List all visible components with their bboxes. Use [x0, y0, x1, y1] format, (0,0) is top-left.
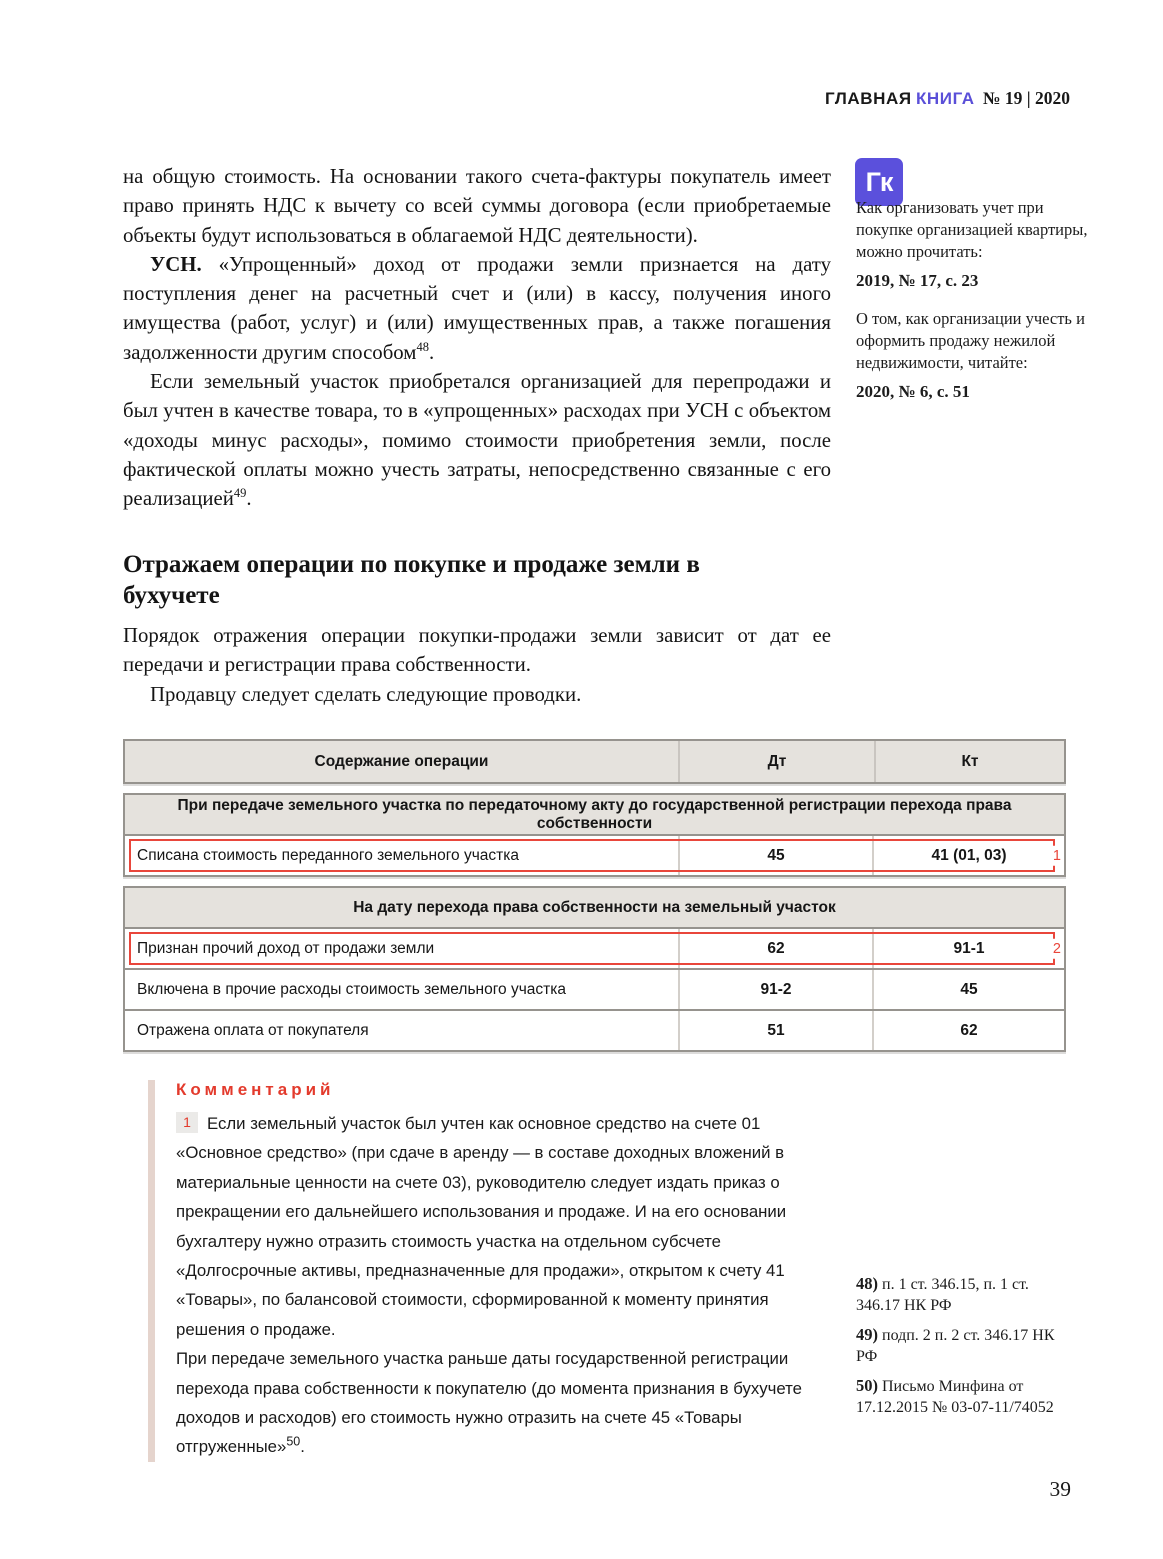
intro-paragraphs [123, 621, 831, 709]
table-column-header-content: Содержание операции [125, 741, 678, 782]
commentary-paragraph-2 [176, 1344, 816, 1462]
table-row [125, 929, 1064, 968]
cross-reference [856, 197, 1088, 291]
article-body [123, 162, 831, 514]
paragraph-text: на общую стоимость. На основании такого счета-фактуры покупатель имеет право принять НДС к вычету со всей суммы договора (если приобретаемые объекты будут использоваться в облагаемой НДС деятельности). [123, 165, 831, 247]
footnote-ref-48: 48 [416, 339, 429, 354]
row-debit: 91-2 [678, 970, 872, 1009]
row-debit: 62 [678, 929, 872, 968]
sidebar-cross-references [856, 197, 1088, 402]
commentary-marker-badge: 1 [176, 1112, 198, 1133]
article-paragraph: Продавцу следует сделать следующие проводки. [150, 682, 582, 706]
article-paragraph [123, 250, 831, 367]
section-heading: Отражаем операции по покупке и продаже земли в бухучете [123, 551, 700, 609]
cross-reference-text: О том, как организации учесть и оформить продажу нежилой недвижимости, читайте: [856, 309, 1085, 372]
gk-logo-text: Гк [865, 166, 893, 197]
footnote-text: Письмо Минфина от 17.12.2015 № 03-07-11/74052 [856, 1378, 1054, 1416]
table-header-row [125, 741, 1064, 782]
row-credit: 41 (01, 03) [872, 836, 1064, 875]
table-row [125, 968, 1064, 1009]
comment-marker-number: 1 [1052, 845, 1062, 866]
footnote-text: п. 1 ст. 346.15, п. 1 ст. 346.17 НК РФ [856, 1276, 1029, 1314]
row-credit: 91-1 [872, 929, 1064, 968]
magazine-masthead [825, 88, 1070, 109]
footnote-number: 48) [856, 1274, 878, 1293]
postings-table-column-headers [123, 739, 1066, 784]
commentary-paragraph-1 [176, 1109, 816, 1344]
cross-reference [856, 308, 1088, 402]
cross-reference-issue: 2020, № 6, с. 51 [856, 382, 970, 401]
footnote-number: 49) [856, 1325, 878, 1344]
table-row [125, 1009, 1064, 1050]
row-credit: 45 [872, 970, 1064, 1009]
masthead-title-black: ГЛАВНАЯ [825, 89, 912, 108]
masthead-title-accent: КНИГА [915, 89, 975, 108]
table-section-header: При передаче земельного участка по передаточному акту до государственной регистрации перехода права собственности [125, 795, 1064, 836]
commentary-text: При передаче земельного участка раньше даты государственной регистрации перехода права собственности к покупателю (до момента признания в бухучете доходов и расходов) его стоимость нужно отразить на счете 45 «Товары отгруженные» [176, 1349, 803, 1457]
row-debit: 51 [678, 1011, 872, 1050]
cross-reference-issue: 2019, № 17, с. 23 [856, 271, 979, 290]
paragraph-text: Если земельный участок приобретался организацией для перепродажи и был учтен в качестве товара, то в «упрощенных» расходах при УСН с объектом «доходы минус расходы», помимо стоимости приобретения земли, после фактической оплаты можно учесть затраты, непосредственно связанные с его реализацией [123, 370, 831, 511]
row-label: Признан прочий доход от продажи земли [137, 939, 435, 957]
paragraph-tail: . [300, 1437, 305, 1457]
paragraph-tail: . [428, 340, 435, 364]
comment-marker-number: 2 [1052, 938, 1062, 959]
table-row [125, 836, 1064, 875]
table-section-1 [123, 793, 1066, 877]
table-section-header: На дату перехода права собственности на земельный участок [125, 888, 1064, 929]
cross-reference-text: Как организовать учет при покупке организацией квартиры, можно прочитать: [856, 198, 1088, 261]
paragraph-text: «Упрощенный» доход от продажи земли признается на дату поступления денег на расчетный счет и (или) в кассу, получения иного имущества (работ, услуг) и (или) имущественных прав, а также погашения задолженности другим способом [123, 252, 831, 364]
article-paragraph: Порядок отражения операции покупки-продажи земли зависит от дат ее передачи и регистрации права собственности. [123, 624, 831, 677]
footnote-number: 50) [856, 1376, 878, 1395]
row-debit: 45 [678, 836, 872, 875]
footnote-item [856, 1274, 1074, 1316]
row-credit: 62 [872, 1011, 1064, 1050]
masthead-issue: № 19 | 2020 [982, 88, 1070, 108]
page-number: 39 [1049, 1477, 1071, 1501]
table-column-header-credit: Кт [874, 741, 1064, 782]
row-label: Отражена оплата от покупателя [137, 1021, 369, 1039]
row-label: Списана стоимость переданного земельного участка [137, 846, 520, 864]
commentary-text: Если земельный участок был учтен как основное средство на счете 01 «Основное средство» (при сдаче в аренду — в составе доходных вложений в материальные ценности на счете 03), руководителю следует издать приказ о прекращении его дальнейшего использования и продаже. И на его основании бухгалтеру нужно отразить стоимость участка на отдельном субсчете «Долгосрочные активы, предназначенные для продажи», открытом к счету 41 «Товары», по балансовой стоимости, сформированной к моменту принятия решения о продаже. [176, 1114, 787, 1339]
commentary-block [148, 1080, 844, 1462]
footnote-ref-50: 50 [286, 1434, 301, 1449]
row-label: Включена в прочие расходы стоимость земельного участка [137, 980, 566, 998]
footnote-item [856, 1376, 1074, 1418]
article-paragraph [123, 162, 831, 250]
footnote-ref-49: 49 [233, 486, 247, 501]
paragraph-lead-usn: УСН. [150, 252, 202, 276]
footnote-text: подп. 2 п. 2 ст. 346.17 НК РФ [856, 1327, 1055, 1365]
commentary-title: Комментарий [176, 1080, 335, 1099]
footnotes-list [856, 1274, 1074, 1427]
footnote-item [856, 1325, 1074, 1367]
table-section-2 [123, 886, 1066, 1052]
paragraph-tail: . [246, 487, 252, 511]
article-paragraph [123, 367, 831, 513]
table-column-header-debit: Дт [678, 741, 874, 782]
